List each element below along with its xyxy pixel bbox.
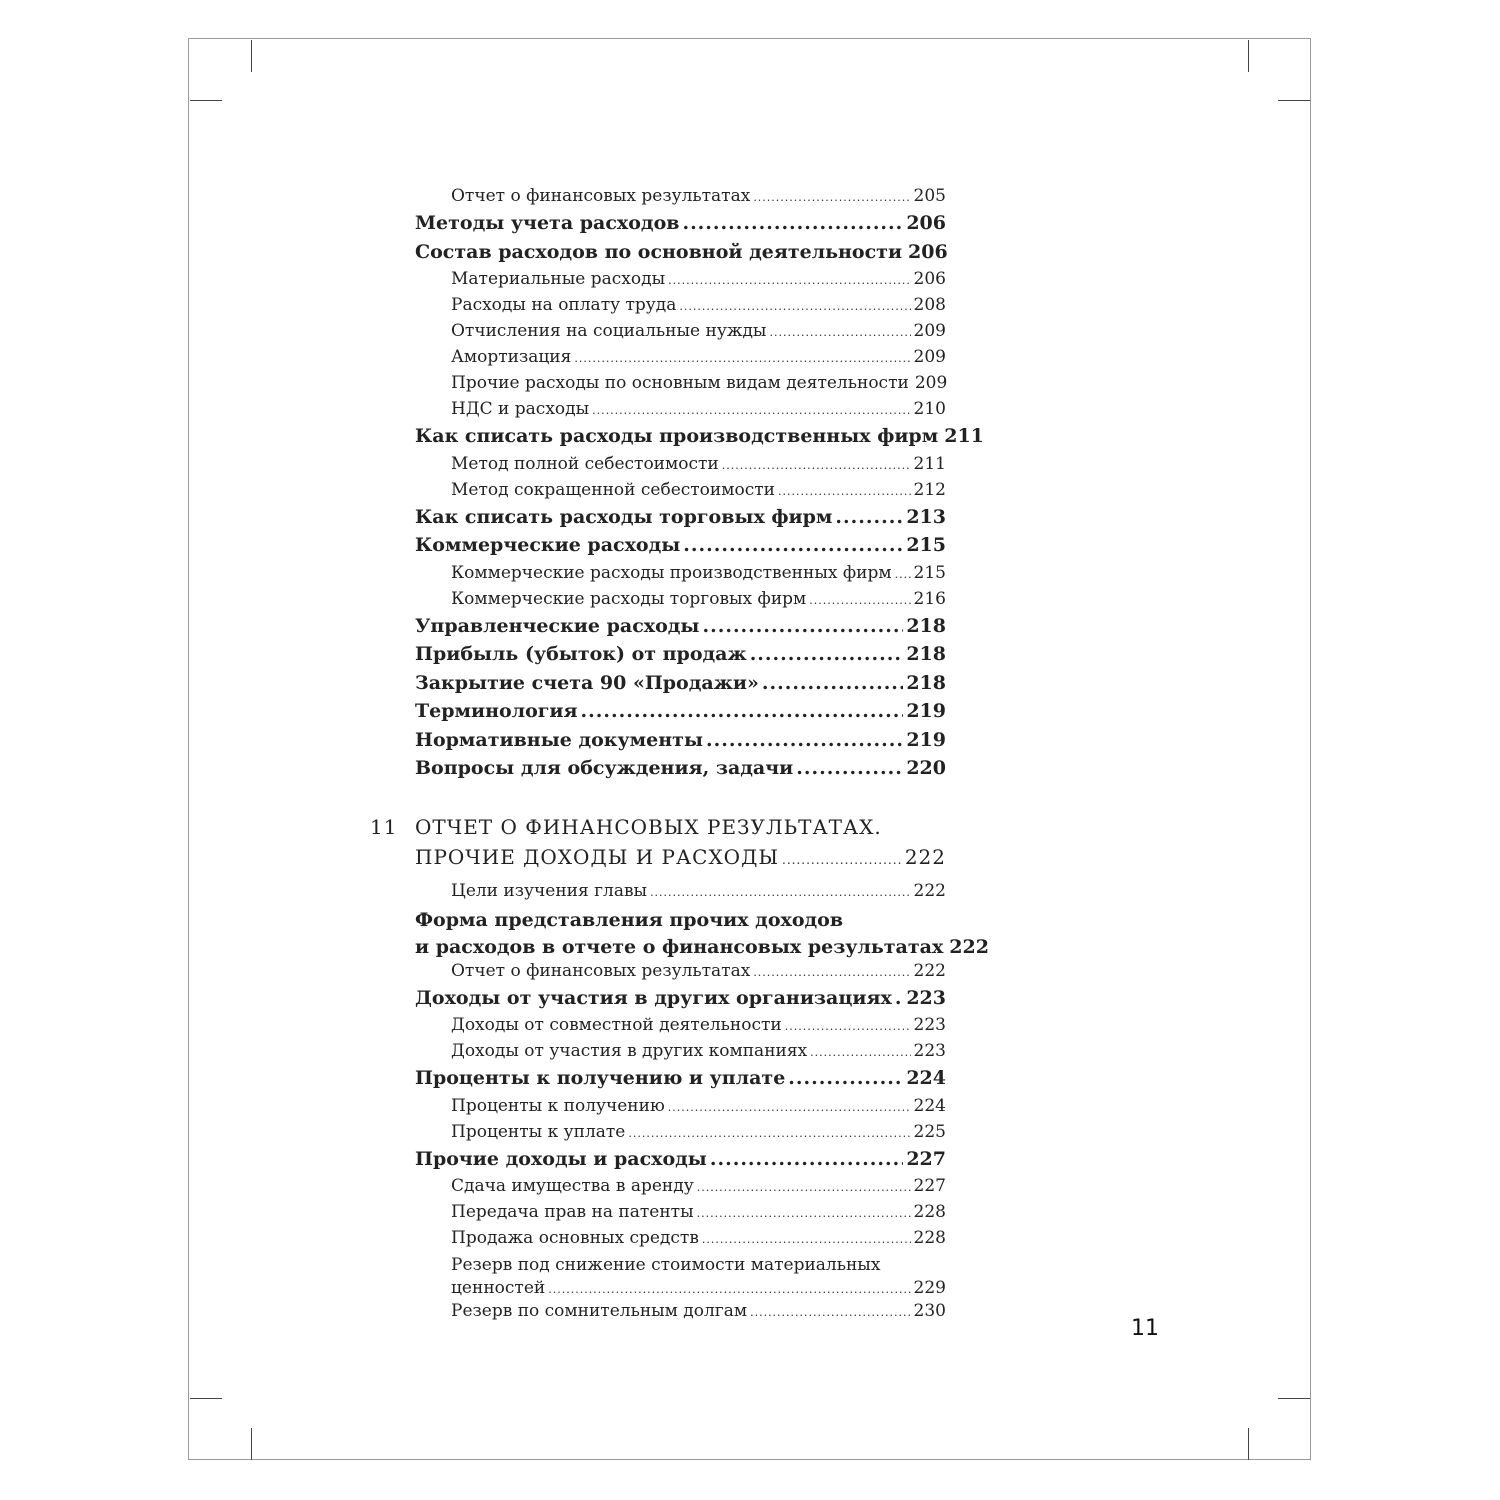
- toc-entry[interactable]: Передача прав на патенты ..... 228: [370, 1202, 946, 1228]
- crop-mark: [1278, 100, 1310, 101]
- crop-mark: [1248, 40, 1249, 72]
- page-number: 11: [1131, 1316, 1159, 1341]
- toc-entry[interactable]: Материальные расходы ..... 206: [370, 269, 946, 295]
- toc-section[interactable]: Прочие доходы и расходы ..... 227: [370, 1148, 946, 1177]
- toc-entry[interactable]: Отчет о финансовых результатах ..... 205: [370, 186, 946, 212]
- toc-entry[interactable]: Отчет о финансовых результатах ..... 222: [370, 961, 946, 987]
- toc-chapter[interactable]: [370, 812, 946, 875]
- toc-entry[interactable]: Метод сокращенной себестоимости ..... 212: [370, 480, 946, 506]
- toc-entry[interactable]: Проценты к получению ..... 224: [370, 1096, 946, 1122]
- toc-entry[interactable]: Цели изучения главы ..... 222: [370, 881, 946, 907]
- chapter-page: 222: [904, 844, 946, 869]
- toc-entry[interactable]: Отчисления на социальные нужды ..... 209: [370, 321, 946, 347]
- toc-entry[interactable]: Прочие расходы по основным видам деятельности 209: [451, 373, 948, 393]
- crop-mark: [251, 40, 252, 72]
- crop-mark: [1248, 1428, 1249, 1460]
- toc-section[interactable]: Прибыль (убыток) от продаж ..... 218: [370, 643, 946, 672]
- toc-entry[interactable]: Амортизация ..... 209: [370, 347, 946, 373]
- toc-section[interactable]: Терминология ..... 219: [370, 700, 946, 729]
- toc-section[interactable]: Состав расходов по основной деятельности 206: [415, 240, 948, 263]
- crop-mark: [190, 100, 222, 101]
- crop-mark: [1278, 1398, 1310, 1399]
- chapter-title-line-1: ОТЧЕТ О ФИНАНСОВЫХ РЕЗУЛЬТАТАХ.: [415, 814, 882, 839]
- toc-section[interactable]: Проценты к получению и уплате ..... 224: [370, 1067, 946, 1096]
- toc-entry[interactable]: Доходы от участия в других компаниях ..... 223: [370, 1041, 946, 1067]
- crop-mark: [190, 1398, 222, 1399]
- toc-section[interactable]: Как списать расходы торговых фирм ..... 213: [370, 506, 946, 535]
- toc-section[interactable]: Нормативные документы ..... 219: [370, 729, 946, 758]
- toc-section[interactable]: Доходы от участия в других организациях ..... 223: [370, 987, 946, 1016]
- toc-entry[interactable]: Доходы от совместной деятельности ..... 223: [370, 1015, 946, 1041]
- toc-section[interactable]: Управленческие расходы ..... 218: [370, 615, 946, 644]
- toc-entry[interactable]: Расходы на оплату труда ..... 208: [370, 295, 946, 321]
- toc-entry[interactable]: Проценты к уплате ..... 225: [370, 1122, 946, 1148]
- toc-section[interactable]: Коммерческие расходы ..... 215: [370, 534, 946, 563]
- toc-section[interactable]: Закрытие счета 90 «Продажи» ..... 218: [370, 672, 946, 701]
- toc-entry[interactable]: Метод полной себестоимости ..... 211: [370, 454, 946, 480]
- toc-section[interactable]: Методы учета расходов ..... 206: [370, 212, 946, 241]
- toc-entry[interactable]: Коммерческие расходы производственных фирм ..... 215: [370, 563, 946, 589]
- chapter-title-line-2: ПРОЧИЕ ДОХОДЫ И РАСХОДЫ: [415, 844, 780, 869]
- toc-entry[interactable]: Резерв по сомнительным долгам ..... 230: [370, 1301, 946, 1327]
- crop-mark: [251, 1428, 252, 1460]
- toc-entry[interactable]: НДС и расходы ..... 210: [370, 399, 946, 425]
- toc-section[interactable]: Как списать расходы производственных фирм 211: [415, 425, 984, 447]
- table-of-contents: [370, 186, 989, 1327]
- toc-entry[interactable]: Продажа основных средств ..... 228: [370, 1228, 946, 1254]
- toc-entry[interactable]: Коммерческие расходы торговых фирм ..... 216: [370, 589, 946, 615]
- toc-section[interactable]: Вопросы для обсуждения, задачи ..... 220: [370, 757, 946, 786]
- toc-entry[interactable]: Сдача имущества в аренду ..... 227: [370, 1176, 946, 1202]
- toc-section[interactable]: Форма представления прочих доходов и расходов в отчете о финансовых результатах 222: [415, 908, 989, 958]
- toc-entry[interactable]: Резерв под снижение стоимости материальных ценностей ..... 229: [370, 1254, 946, 1301]
- chapter-number: 11: [370, 814, 398, 839]
